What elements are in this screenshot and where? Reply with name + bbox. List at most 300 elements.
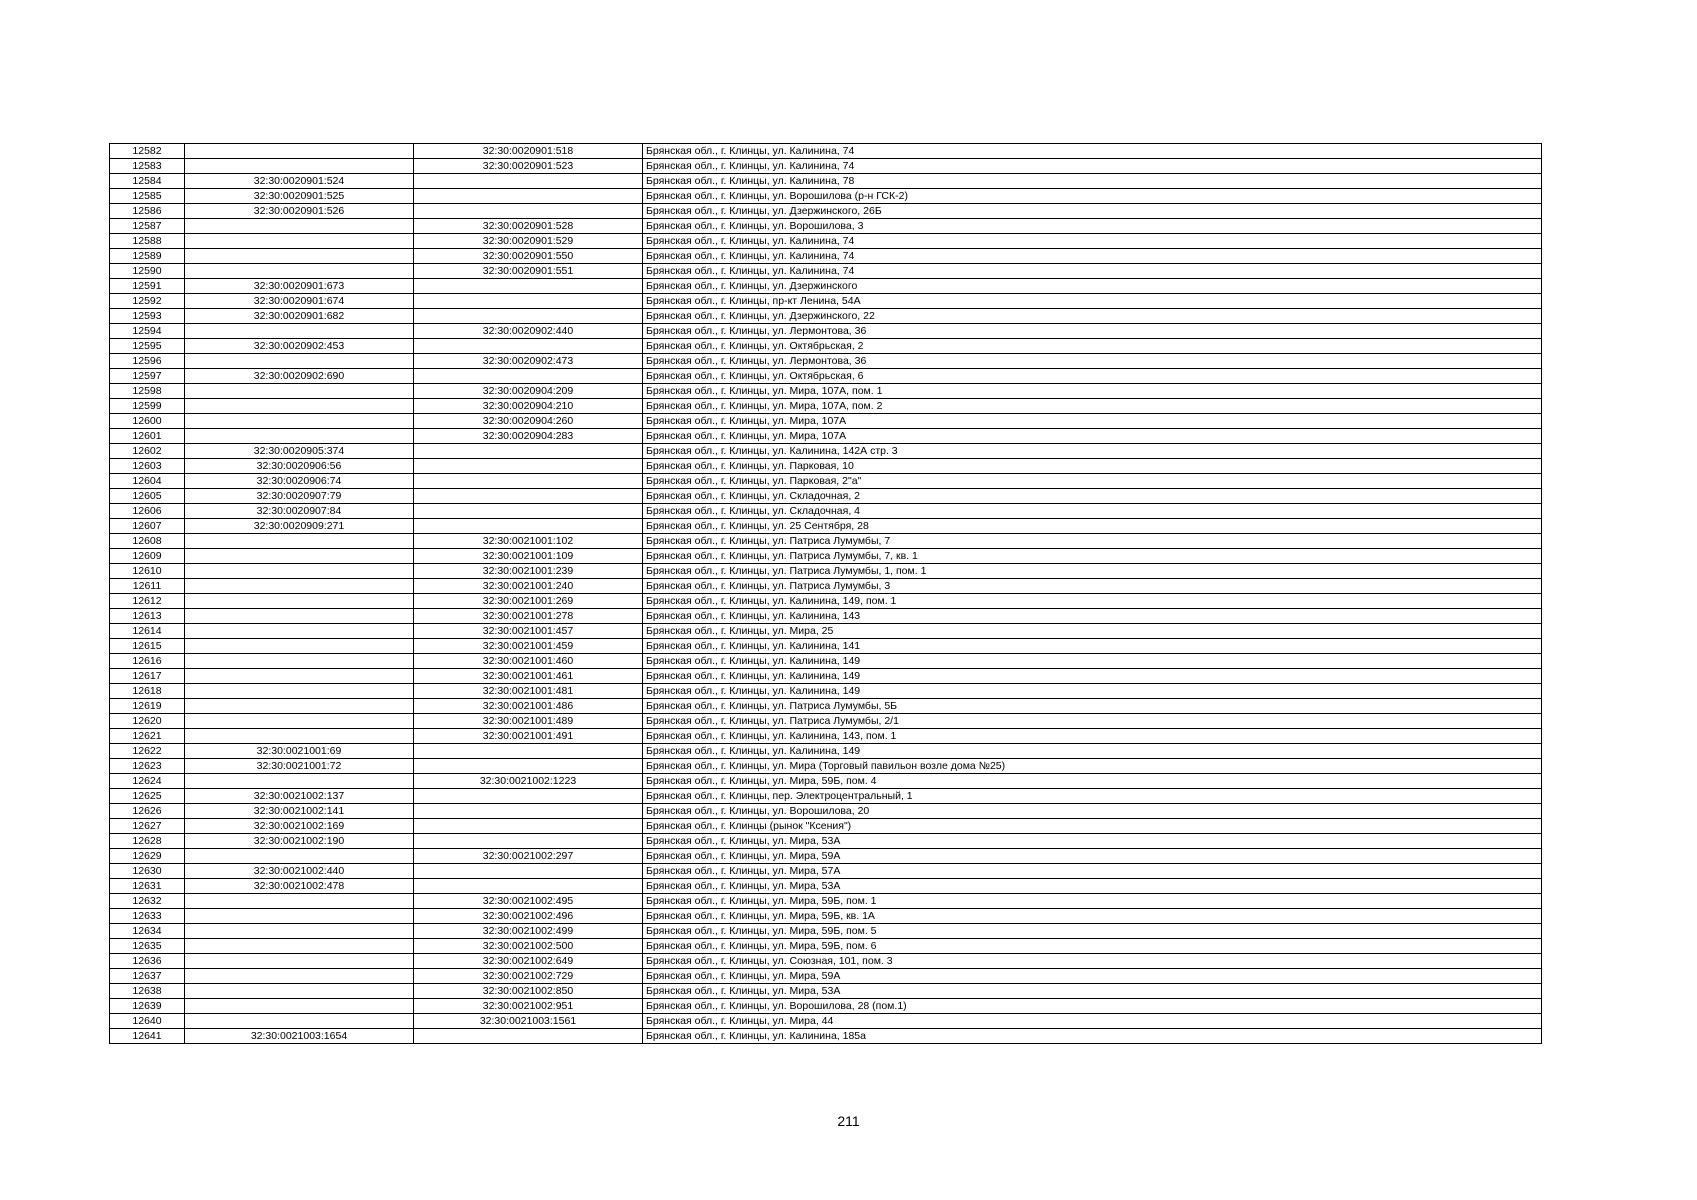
table-row (110, 189, 1542, 204)
row-number-cell: 12630 (110, 864, 185, 879)
address-cell: Брянская обл., г. Клинцы, ул. Лермонтова, 36 (643, 354, 1542, 369)
cadastral-number-alt-cell: 32:30:0021002:496 (414, 909, 643, 924)
address-cell: Брянская обл., г. Клинцы, пер. Электроцентральный, 1 (643, 789, 1542, 804)
cadastral-number-alt-cell (414, 459, 643, 474)
cadastral-number-alt-cell: 32:30:0021002:500 (414, 939, 643, 954)
table-row (110, 744, 1542, 759)
table-row (110, 459, 1542, 474)
cadastral-number-cell (185, 624, 414, 639)
cadastral-number-cell: 32:30:0020907:79 (185, 489, 414, 504)
row-number-cell: 12635 (110, 939, 185, 954)
table-row (110, 474, 1542, 489)
table-row (110, 879, 1542, 894)
cadastral-number-cell: 32:30:0020901:673 (185, 279, 414, 294)
address-cell: Брянская обл., г. Клинцы, ул. Мира, 44 (643, 1014, 1542, 1029)
address-cell: Брянская обл., г. Клинцы, ул. Мира, 59Б, пом. 4 (643, 774, 1542, 789)
table-row (110, 759, 1542, 774)
address-cell: Брянская обл., г. Клинцы, ул. Патриса Лумумбы, 1, пом. 1 (643, 564, 1542, 579)
address-cell: Брянская обл., г. Клинцы, ул. Лермонтова, 36 (643, 324, 1542, 339)
cadastral-number-cell: 32:30:0020906:74 (185, 474, 414, 489)
cadastral-number-alt-cell: 32:30:0020902:473 (414, 354, 643, 369)
cadastral-number-alt-cell: 32:30:0021001:460 (414, 654, 643, 669)
cadastral-number-alt-cell: 32:30:0020901:528 (414, 219, 643, 234)
row-number-cell: 12591 (110, 279, 185, 294)
row-number-cell: 12609 (110, 549, 185, 564)
table-row (110, 234, 1542, 249)
row-number-cell: 12588 (110, 234, 185, 249)
cadastral-number-cell (185, 264, 414, 279)
cadastral-number-alt-cell: 32:30:0021001:240 (414, 579, 643, 594)
table-row (110, 654, 1542, 669)
row-number-cell: 12616 (110, 654, 185, 669)
cadastral-number-cell (185, 699, 414, 714)
table-row (110, 1014, 1542, 1029)
table-row (110, 504, 1542, 519)
cadastral-number-alt-cell: 32:30:0021001:481 (414, 684, 643, 699)
cadastral-number-alt-cell: 32:30:0021001:491 (414, 729, 643, 744)
table-row (110, 294, 1542, 309)
row-number-cell: 12604 (110, 474, 185, 489)
cadastral-number-alt-cell: 32:30:0021003:1561 (414, 1014, 643, 1029)
row-number-cell: 12626 (110, 804, 185, 819)
cadastral-number-cell (185, 954, 414, 969)
address-cell: Брянская обл., г. Клинцы, ул. Ворошилова (р-н ГСК-2) (643, 189, 1542, 204)
cadastral-number-cell (185, 924, 414, 939)
cadastral-number-cell: 32:30:0020902:690 (185, 369, 414, 384)
row-number-cell: 12624 (110, 774, 185, 789)
cadastral-number-cell (185, 939, 414, 954)
row-number-cell: 12632 (110, 894, 185, 909)
address-cell: Брянская обл., г. Клинцы, ул. Калинина, 143, пом. 1 (643, 729, 1542, 744)
table-row (110, 369, 1542, 384)
cadastral-number-cell (185, 234, 414, 249)
row-number-cell: 12599 (110, 399, 185, 414)
cadastral-number-cell (185, 579, 414, 594)
cadastral-number-alt-cell: 32:30:0021001:459 (414, 639, 643, 654)
cadastral-number-cell (185, 144, 414, 159)
row-number-cell: 12611 (110, 579, 185, 594)
address-cell: Брянская обл., г. Клинцы, ул. Калинина, 74 (643, 144, 1542, 159)
cadastral-number-alt-cell: 32:30:0021002:729 (414, 969, 643, 984)
cadastral-number-alt-cell: 32:30:0021001:239 (414, 564, 643, 579)
table-row (110, 894, 1542, 909)
table-row (110, 519, 1542, 534)
row-number-cell: 12607 (110, 519, 185, 534)
table-row (110, 309, 1542, 324)
cadastral-number-alt-cell: 32:30:0021002:499 (414, 924, 643, 939)
address-cell: Брянская обл., г. Клинцы, ул. Калинина, 149 (643, 744, 1542, 759)
cadastral-number-cell: 32:30:0021003:1654 (185, 1029, 414, 1044)
cadastral-number-alt-cell: 32:30:0020901:550 (414, 249, 643, 264)
cadastral-number-alt-cell: 32:30:0021001:461 (414, 669, 643, 684)
cadastral-number-cell (185, 969, 414, 984)
cadastral-number-alt-cell (414, 864, 643, 879)
cadastral-number-alt-cell (414, 204, 643, 219)
row-number-cell: 12622 (110, 744, 185, 759)
cadastral-number-alt-cell (414, 279, 643, 294)
address-cell: Брянская обл., г. Клинцы, ул. Калинина, 143 (643, 609, 1542, 624)
table-row (110, 804, 1542, 819)
row-number-cell: 12638 (110, 984, 185, 999)
table-row (110, 534, 1542, 549)
cadastral-number-cell (185, 1014, 414, 1029)
cadastral-number-cell: 32:30:0020907:84 (185, 504, 414, 519)
cadastral-number-cell (185, 429, 414, 444)
row-number-cell: 12637 (110, 969, 185, 984)
address-cell: Брянская обл., г. Клинцы, ул. Дзержинского, 26Б (643, 204, 1542, 219)
row-number-cell: 12597 (110, 369, 185, 384)
cadastral-number-cell (185, 909, 414, 924)
row-number-cell: 12586 (110, 204, 185, 219)
cadastral-number-cell: 32:30:0021002:478 (185, 879, 414, 894)
table-row (110, 429, 1542, 444)
row-number-cell: 12634 (110, 924, 185, 939)
row-number-cell: 12623 (110, 759, 185, 774)
cadastral-number-cell (185, 534, 414, 549)
row-number-cell: 12595 (110, 339, 185, 354)
table-row (110, 819, 1542, 834)
table-row (110, 849, 1542, 864)
cadastral-number-cell (185, 984, 414, 999)
cadastral-number-cell (185, 159, 414, 174)
table-row (110, 549, 1542, 564)
address-cell: Брянская обл., г. Клинцы, ул. Мира, 53А (643, 834, 1542, 849)
cadastral-number-alt-cell (414, 759, 643, 774)
address-cell: Брянская обл., г. Клинцы, ул. Мира, 59А (643, 849, 1542, 864)
cadastral-number-alt-cell (414, 444, 643, 459)
address-cell: Брянская обл., г. Клинцы, ул. Патриса Лумумбы, 2/1 (643, 714, 1542, 729)
cadastral-number-cell: 32:30:0020909:271 (185, 519, 414, 534)
cadastral-number-cell: 32:30:0020906:56 (185, 459, 414, 474)
cadastral-number-cell (185, 729, 414, 744)
address-cell: Брянская обл., г. Клинцы, ул. Мира, 107А (643, 429, 1542, 444)
table-row (110, 594, 1542, 609)
table-row (110, 684, 1542, 699)
page-number: 211 (837, 1113, 860, 1129)
table-row (110, 834, 1542, 849)
address-cell: Брянская обл., г. Клинцы, ул. Мира, 107А, пом. 2 (643, 399, 1542, 414)
table-row (110, 609, 1542, 624)
table-row (110, 984, 1542, 999)
row-number-cell: 12615 (110, 639, 185, 654)
row-number-cell: 12584 (110, 174, 185, 189)
table-row (110, 219, 1542, 234)
table-row (110, 159, 1542, 174)
row-number-cell: 12633 (110, 909, 185, 924)
cadastral-number-cell: 32:30:0021002:137 (185, 789, 414, 804)
cadastral-number-cell: 32:30:0021001:72 (185, 759, 414, 774)
table-row (110, 414, 1542, 429)
row-number-cell: 12583 (110, 159, 185, 174)
cadastral-number-alt-cell: 32:30:0021002:297 (414, 849, 643, 864)
address-cell: Брянская обл., г. Клинцы, ул. Союзная, 101, пом. 3 (643, 954, 1542, 969)
address-cell: Брянская обл., г. Клинцы, ул. Калинина, 78 (643, 174, 1542, 189)
row-number-cell: 12598 (110, 384, 185, 399)
address-cell: Брянская обл., г. Клинцы, ул. Калинина, 74 (643, 234, 1542, 249)
cadastral-number-cell (185, 219, 414, 234)
table-row (110, 864, 1542, 879)
table-row (110, 969, 1542, 984)
row-number-cell: 12631 (110, 879, 185, 894)
address-cell: Брянская обл., г. Клинцы, ул. Калинина, 149, пом. 1 (643, 594, 1542, 609)
cadastral-number-alt-cell: 32:30:0020904:209 (414, 384, 643, 399)
address-cell: Брянская обл., г. Клинцы, ул. Калинина, 74 (643, 159, 1542, 174)
table-row (110, 339, 1542, 354)
cadastral-number-alt-cell: 32:30:0021001:457 (414, 624, 643, 639)
cadastral-number-alt-cell (414, 804, 643, 819)
row-number-cell: 12605 (110, 489, 185, 504)
cadastral-number-cell (185, 684, 414, 699)
table-row (110, 579, 1542, 594)
cadastral-number-alt-cell: 32:30:0020904:283 (414, 429, 643, 444)
table-row (110, 939, 1542, 954)
address-cell: Брянская обл., г. Клинцы, ул. Мира, 107А (643, 414, 1542, 429)
cadastral-number-alt-cell (414, 834, 643, 849)
address-cell: Брянская обл., г. Клинцы, ул. Мира, 53А (643, 879, 1542, 894)
row-number-cell: 12589 (110, 249, 185, 264)
row-number-cell: 12606 (110, 504, 185, 519)
cadastral-number-alt-cell: 32:30:0020901:551 (414, 264, 643, 279)
cadastral-number-cell (185, 894, 414, 909)
address-cell: Брянская обл., г. Клинцы, ул. Мира, 59Б, пом. 6 (643, 939, 1542, 954)
address-cell: Брянская обл., г. Клинцы, ул. Мира (Торговый павильон возле дома №25) (643, 759, 1542, 774)
row-number-cell: 12592 (110, 294, 185, 309)
table-row (110, 354, 1542, 369)
cadastral-number-alt-cell: 32:30:0021001:102 (414, 534, 643, 549)
cadastral-number-cell (185, 564, 414, 579)
address-cell: Брянская обл., г. Клинцы, ул. Мира, 25 (643, 624, 1542, 639)
cadastral-number-alt-cell: 32:30:0021001:269 (414, 594, 643, 609)
cadastral-number-alt-cell (414, 789, 643, 804)
address-cell: Брянская обл., г. Клинцы, ул. Октябрьская, 6 (643, 369, 1542, 384)
cadastral-number-alt-cell: 32:30:0021001:486 (414, 699, 643, 714)
cadastral-number-alt-cell: 32:30:0021001:278 (414, 609, 643, 624)
table-row (110, 324, 1542, 339)
cadastral-number-cell (185, 384, 414, 399)
table-row (110, 489, 1542, 504)
row-number-cell: 12628 (110, 834, 185, 849)
address-cell: Брянская обл., г. Клинцы, ул. Калинина, 74 (643, 264, 1542, 279)
row-number-cell: 12627 (110, 819, 185, 834)
table-row (110, 624, 1542, 639)
table-row (110, 714, 1542, 729)
table-row (110, 924, 1542, 939)
cadastral-number-cell: 32:30:0021002:141 (185, 804, 414, 819)
row-number-cell: 12621 (110, 729, 185, 744)
cadastral-number-alt-cell (414, 309, 643, 324)
cadastral-number-cell (185, 609, 414, 624)
cadastral-number-alt-cell: 32:30:0020904:210 (414, 399, 643, 414)
row-number-cell: 12636 (110, 954, 185, 969)
cadastral-number-cell: 32:30:0021001:69 (185, 744, 414, 759)
table-row (110, 279, 1542, 294)
cadastral-number-alt-cell: 32:30:0020901:529 (414, 234, 643, 249)
table-row (110, 399, 1542, 414)
cadastral-number-alt-cell: 32:30:0021002:1223 (414, 774, 643, 789)
cadastral-number-cell (185, 354, 414, 369)
address-cell: Брянская обл., г. Клинцы, ул. Ворошилова, 3 (643, 219, 1542, 234)
cadastral-number-alt-cell (414, 174, 643, 189)
row-number-cell: 12603 (110, 459, 185, 474)
cadastral-number-cell (185, 639, 414, 654)
table-row (110, 384, 1542, 399)
cadastral-number-alt-cell (414, 489, 643, 504)
cadastral-number-cell: 32:30:0020901:524 (185, 174, 414, 189)
address-cell: Брянская обл., г. Клинцы, ул. Мира, 59Б, пом. 1 (643, 894, 1542, 909)
table-row (110, 774, 1542, 789)
address-cell: Брянская обл., г. Клинцы, ул. Патриса Лумумбы, 7, кв. 1 (643, 549, 1542, 564)
address-cell: Брянская обл., г. Клинцы, ул. Патриса Лумумбы, 7 (643, 534, 1542, 549)
table-row (110, 264, 1542, 279)
address-cell: Брянская обл., г. Клинцы, ул. Ворошилова, 20 (643, 804, 1542, 819)
address-cell: Брянская обл., г. Клинцы, ул. 25 Сентября, 28 (643, 519, 1542, 534)
address-cell: Брянская обл., г. Клинцы, ул. Мира, 53А (643, 984, 1542, 999)
table-row (110, 444, 1542, 459)
address-cell: Брянская обл., г. Клинцы, ул. Патриса Лумумбы, 5Б (643, 699, 1542, 714)
cadastral-number-cell (185, 774, 414, 789)
address-cell: Брянская обл., г. Клинцы, ул. Калинина, 142А стр. 3 (643, 444, 1542, 459)
table-row (110, 909, 1542, 924)
cadastral-number-cell (185, 594, 414, 609)
cadastral-number-alt-cell: 32:30:0020902:440 (414, 324, 643, 339)
address-cell: Брянская обл., г. Клинцы, ул. Мира, 59Б, пом. 5 (643, 924, 1542, 939)
row-number-cell: 12625 (110, 789, 185, 804)
address-cell: Брянская обл., г. Клинцы, ул. Калинина, 185а (643, 1029, 1542, 1044)
row-number-cell: 12594 (110, 324, 185, 339)
row-number-cell: 12613 (110, 609, 185, 624)
cadastral-number-cell: 32:30:0020905:374 (185, 444, 414, 459)
row-number-cell: 12608 (110, 534, 185, 549)
table-row (110, 144, 1542, 159)
cadastral-number-alt-cell (414, 474, 643, 489)
cadastral-number-cell (185, 669, 414, 684)
cadastral-number-cell (185, 549, 414, 564)
cadastral-number-cell: 32:30:0020901:674 (185, 294, 414, 309)
cadastral-number-cell (185, 399, 414, 414)
cadastral-number-alt-cell: 32:30:0021001:489 (414, 714, 643, 729)
cadastral-number-alt-cell (414, 1029, 643, 1044)
cadastral-number-alt-cell (414, 294, 643, 309)
cadastral-number-alt-cell (414, 339, 643, 354)
cadastral-number-cell (185, 324, 414, 339)
cadastral-number-alt-cell (414, 819, 643, 834)
row-number-cell: 12596 (110, 354, 185, 369)
address-cell: Брянская обл., г. Клинцы, ул. Калинина, 141 (643, 639, 1542, 654)
address-cell: Брянская обл., г. Клинцы, ул. Мира, 107А, пом. 1 (643, 384, 1542, 399)
registry-table (109, 143, 1542, 1044)
cadastral-number-alt-cell: 32:30:0021002:495 (414, 894, 643, 909)
row-number-cell: 12618 (110, 684, 185, 699)
row-number-cell: 12582 (110, 144, 185, 159)
address-cell: Брянская обл., г. Клинцы, ул. Ворошилова, 28 (пом.1) (643, 999, 1542, 1014)
row-number-cell: 12587 (110, 219, 185, 234)
row-number-cell: 12593 (110, 309, 185, 324)
cadastral-number-alt-cell: 32:30:0021001:109 (414, 549, 643, 564)
row-number-cell: 12610 (110, 564, 185, 579)
address-cell: Брянская обл., г. Клинцы, ул. Калинина, 149 (643, 684, 1542, 699)
table-row (110, 789, 1542, 804)
row-number-cell: 12620 (110, 714, 185, 729)
cadastral-number-cell (185, 654, 414, 669)
cadastral-number-cell: 32:30:0020901:525 (185, 189, 414, 204)
address-cell: Брянская обл., г. Клинцы, ул. Мира, 59А (643, 969, 1542, 984)
address-cell: Брянская обл., г. Клинцы, ул. Октябрьская, 2 (643, 339, 1542, 354)
cadastral-number-alt-cell (414, 504, 643, 519)
address-cell: Брянская обл., г. Клинцы (рынок "Ксения") (643, 819, 1542, 834)
cadastral-number-alt-cell (414, 519, 643, 534)
row-number-cell: 12585 (110, 189, 185, 204)
row-number-cell: 12639 (110, 999, 185, 1014)
row-number-cell: 12619 (110, 699, 185, 714)
table-row (110, 669, 1542, 684)
cadastral-number-cell: 32:30:0020902:453 (185, 339, 414, 354)
table-row (110, 639, 1542, 654)
cadastral-number-alt-cell (414, 879, 643, 894)
cadastral-number-cell: 32:30:0021002:169 (185, 819, 414, 834)
cadastral-number-cell (185, 414, 414, 429)
table-row (110, 1029, 1542, 1044)
address-cell: Брянская обл., г. Клинцы, ул. Мира, 57А (643, 864, 1542, 879)
cadastral-number-cell (185, 714, 414, 729)
address-cell: Брянская обл., г. Клинцы, ул. Калинина, 149 (643, 669, 1542, 684)
table-row (110, 729, 1542, 744)
row-number-cell: 12590 (110, 264, 185, 279)
address-cell: Брянская обл., г. Клинцы, ул. Дзержинского, 22 (643, 309, 1542, 324)
cadastral-number-cell (185, 249, 414, 264)
address-cell: Брянская обл., г. Клинцы, пр-кт Ленина, 54А (643, 294, 1542, 309)
cadastral-number-alt-cell (414, 369, 643, 384)
row-number-cell: 12601 (110, 429, 185, 444)
cadastral-number-alt-cell: 32:30:0021002:951 (414, 999, 643, 1014)
table-row (110, 999, 1542, 1014)
row-number-cell: 12614 (110, 624, 185, 639)
row-number-cell: 12629 (110, 849, 185, 864)
address-cell: Брянская обл., г. Клинцы, ул. Парковая, 10 (643, 459, 1542, 474)
address-cell: Брянская обл., г. Клинцы, ул. Калинина, 74 (643, 249, 1542, 264)
cadastral-number-alt-cell: 32:30:0020901:518 (414, 144, 643, 159)
row-number-cell: 12640 (110, 1014, 185, 1029)
cadastral-number-alt-cell: 32:30:0021002:850 (414, 984, 643, 999)
address-cell: Брянская обл., г. Клинцы, ул. Мира, 59Б, кв. 1А (643, 909, 1542, 924)
cadastral-number-cell (185, 849, 414, 864)
cadastral-number-cell: 32:30:0021002:190 (185, 834, 414, 849)
address-cell: Брянская обл., г. Клинцы, ул. Складочная, 4 (643, 504, 1542, 519)
table-row (110, 564, 1542, 579)
cadastral-number-alt-cell (414, 744, 643, 759)
cadastral-number-cell: 32:30:0020901:526 (185, 204, 414, 219)
address-cell: Брянская обл., г. Клинцы, ул. Патриса Лумумбы, 3 (643, 579, 1542, 594)
table-row (110, 954, 1542, 969)
table-row (110, 249, 1542, 264)
cadastral-number-alt-cell (414, 189, 643, 204)
table-row (110, 174, 1542, 189)
cadastral-number-alt-cell: 32:30:0020904:260 (414, 414, 643, 429)
row-number-cell: 12612 (110, 594, 185, 609)
cadastral-number-cell: 32:30:0020901:682 (185, 309, 414, 324)
cadastral-number-cell (185, 999, 414, 1014)
row-number-cell: 12641 (110, 1029, 185, 1044)
cadastral-number-cell: 32:30:0021002:440 (185, 864, 414, 879)
row-number-cell: 12600 (110, 414, 185, 429)
table-row (110, 204, 1542, 219)
address-cell: Брянская обл., г. Клинцы, ул. Складочная, 2 (643, 489, 1542, 504)
address-cell: Брянская обл., г. Клинцы, ул. Парковая, 2"а" (643, 474, 1542, 489)
row-number-cell: 12617 (110, 669, 185, 684)
cadastral-number-alt-cell: 32:30:0021002:649 (414, 954, 643, 969)
registry-table-body (110, 144, 1542, 1044)
table-row (110, 699, 1542, 714)
cadastral-number-alt-cell: 32:30:0020901:523 (414, 159, 643, 174)
